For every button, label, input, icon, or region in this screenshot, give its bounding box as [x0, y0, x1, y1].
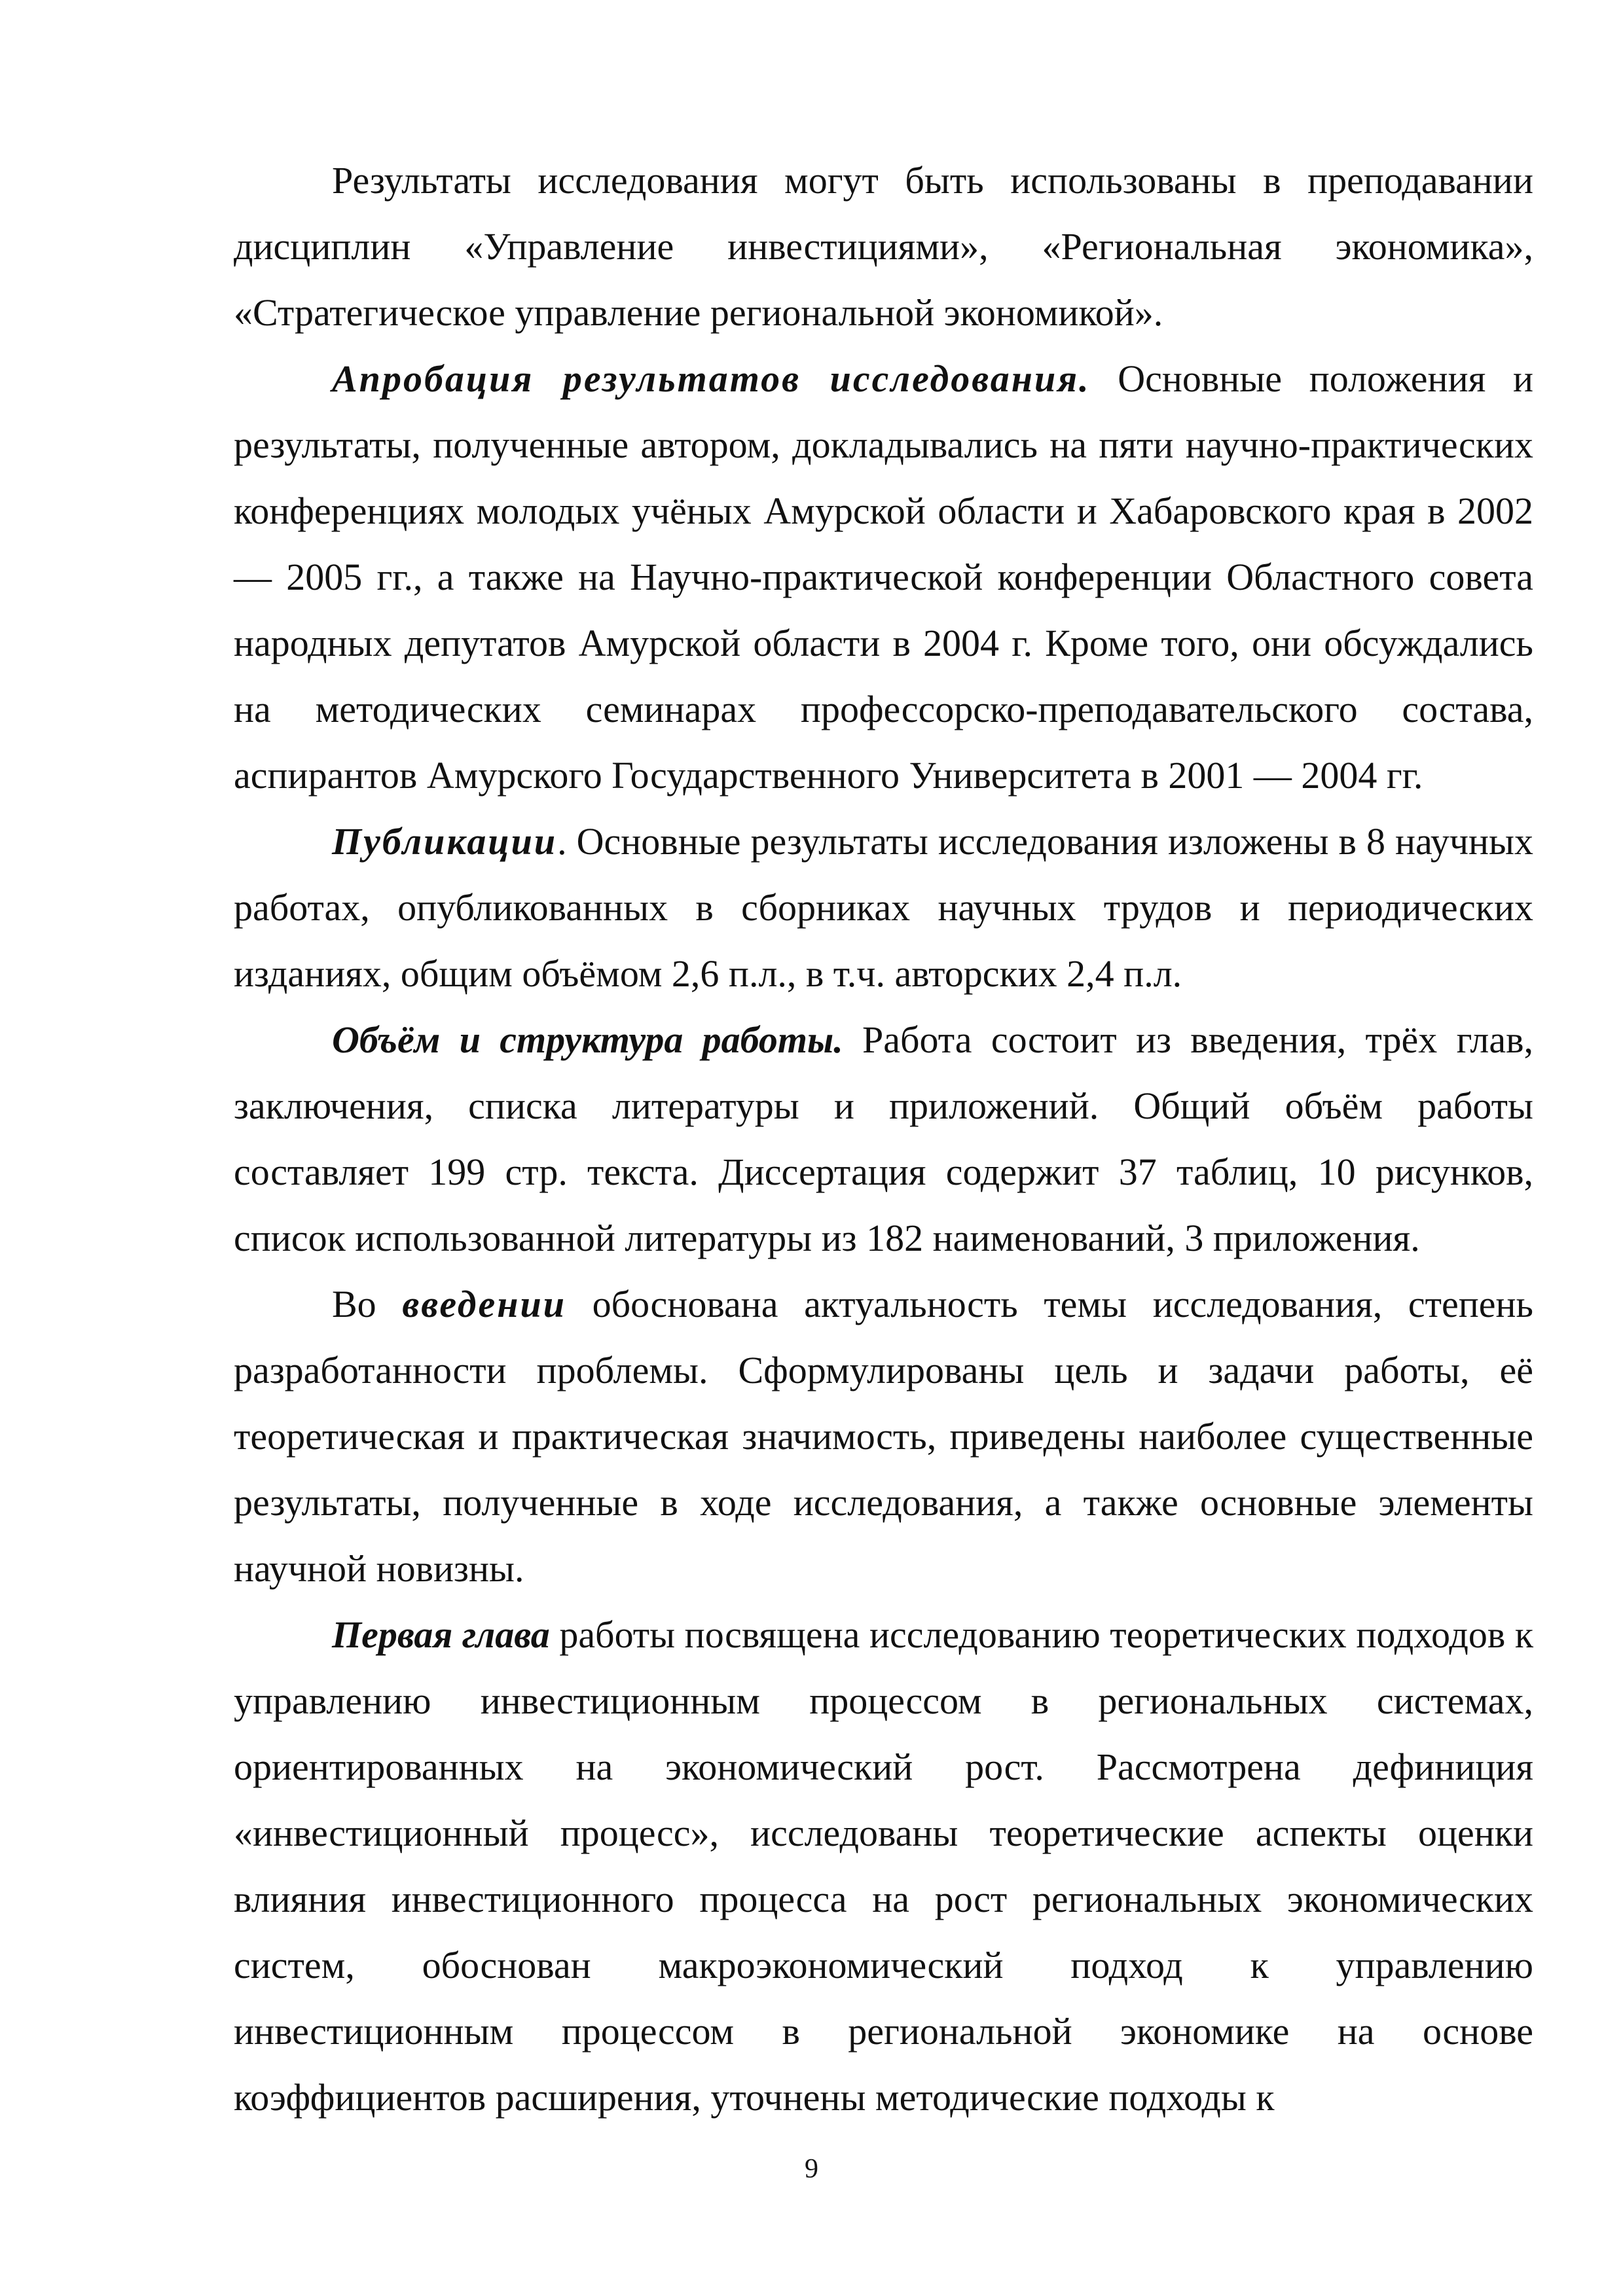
paragraph-structure: [234, 1007, 1533, 1271]
paragraph-introduction: [234, 1271, 1533, 1602]
section-heading-introduction: введении: [402, 1283, 566, 1325]
paragraph-text: Основные положения и результаты, полученные автором, докладывались на пяти научно-практических конференциях молодых учёных Амурской области и Хабаровского края в 2002 — 2005 гг., а также на Научно-практической конференции Областного совета народных депутатов Амурской области в 2004 г. Кроме того, они обсуждались на методических семинарах профессорско-преподавательского состава, аспирантов Амурского Государственного Университета в 2001 — 2004 гг.: [234, 357, 1533, 797]
paragraph-approbation: [234, 346, 1533, 808]
page-number: 9: [805, 2154, 818, 2184]
paragraph-text: Результаты исследования могут быть использованы в преподавании дисциплин «Управление инвестициями», «Региональная экономика», «Стратегическое управление региональной экономикой».: [234, 159, 1533, 334]
paragraph-text: Работа состоит из введения, трёх глав, заключения, списка литературы и приложений. Общий объём работы составляет 199 стр. текста. Диссертация содержит 37 таблиц, 10 рисунков, список использованной литературы из 182 наименований, 3 приложения.: [234, 1018, 1534, 1259]
paragraph-text: . Основные результаты исследования изложены в 8 научных работах, опубликованных в сборниках научных трудов и периодических изданиях, общим объёмом 2,6 п.л., в т.ч. авторских 2,4 п.л.: [234, 820, 1533, 995]
paragraph-first-chapter: [234, 1602, 1533, 2130]
paragraph-text: работы посвящена исследованию теоретических подходов к управлению инвестиционным процессом в региональных системах, ориентированных на экономический рост. Рассмотрена дефиниция «инвестиционный процесс», исследованы теоретические аспекты оценки влияния инвестиционного процесса на рост региональных экономических систем, обоснован макроэкономический подход к управлению инвестиционным процессом в региональной экономике на основе коэффициентов расширения, уточнены методические подходы к: [234, 1613, 1533, 2119]
paragraph-publications: [234, 808, 1533, 1007]
section-heading-publications: Публикации: [332, 820, 558, 863]
body-text: [234, 147, 1533, 2130]
section-heading-structure: Объём и структура работы.: [332, 1018, 843, 1061]
paragraph-lead: Во: [332, 1283, 403, 1325]
paragraph-text: обоснована актуальность темы исследования, степень разработанности проблемы. Сформулированы цель и задачи работы, её теоретическая и практическая значимость, приведены наиболее существенные результаты, полученные в ходе исследования, а также основные элементы научной новизны.: [234, 1283, 1534, 1590]
section-heading-approbation: Апробация результатов исследования.: [332, 357, 1091, 400]
section-heading-first-chapter: Первая глава: [332, 1613, 550, 1656]
paragraph-application: [234, 147, 1533, 346]
